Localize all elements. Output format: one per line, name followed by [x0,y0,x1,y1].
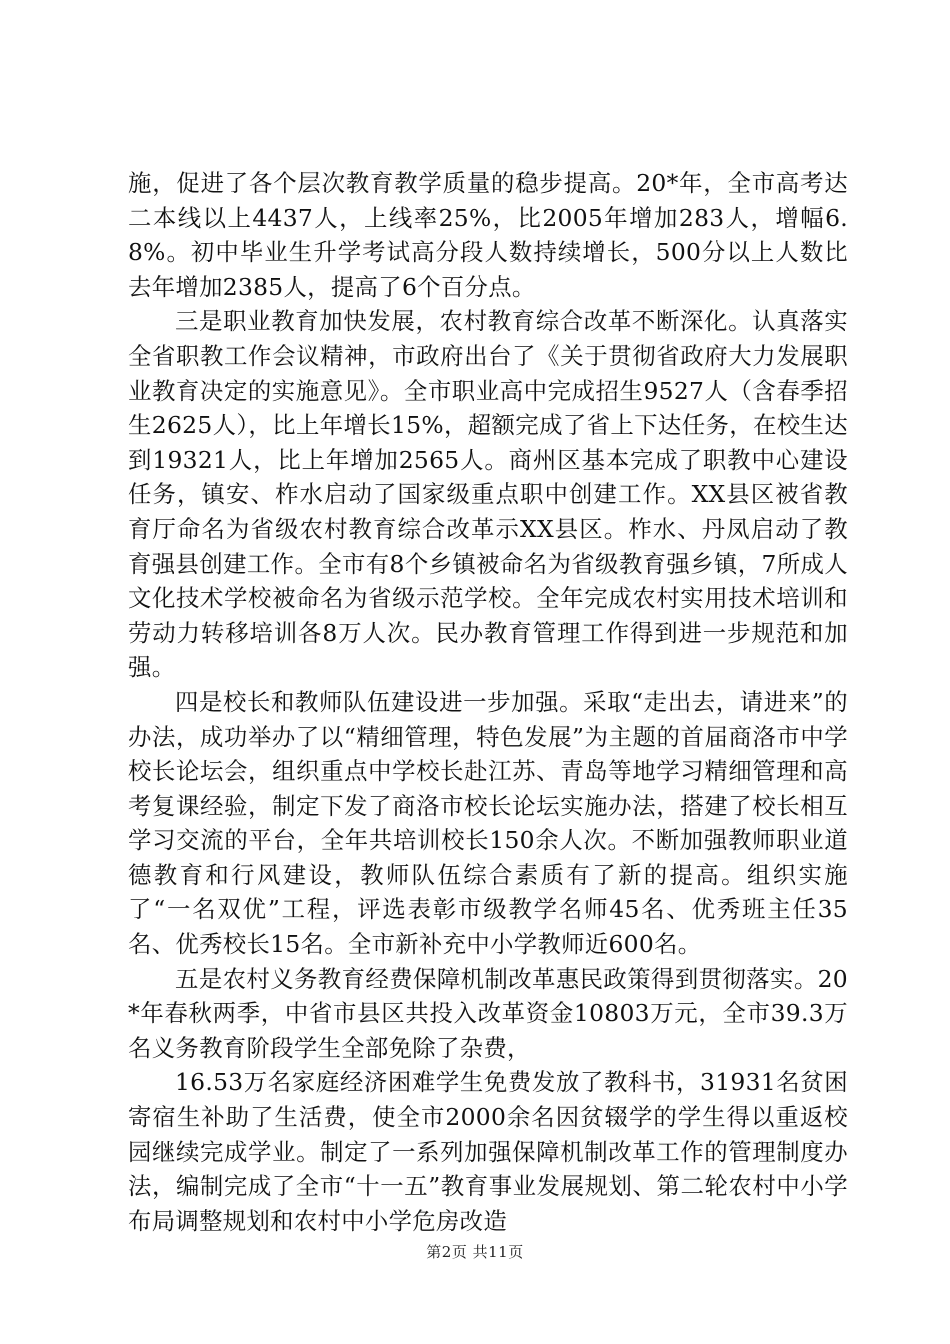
paragraph-funding-mechanism: 五是农村义务教育经费保障机制改革惠民政策得到贯彻落实。20*年春秋两季，中省市县区共投入改革资金10803万元，全市39.3万名义务教育阶段学生全部免除了杂费， [128,964,848,1062]
paragraph-textbooks-subsidies: 16.53万名家庭经济困难学生免费发放了教科书，31931名贫困寄宿生补助了生活费，使全市2000余名因贫辍学的学生得以重返校园继续完成学业。制定了一系列加强保障机制改革工作的管理制度办法，编制完成了全市“十一五”教育事业发展规划、第二轮农村中小学布局调整规划和农村中小学危房改造 [128,1068,848,1235]
paragraph-scores: 施，促进了各个层次教育教学质量的稳步提高。20*年，全市高考达二本线以上4437人，上线率25%，比2005年增加283人，增幅6.8%。初中毕业生升学考试高分段人数持续增长，500分以上人数比去年增加2385人，提高了6个百分点。 [128,169,848,301]
page-number-footer: 第2页 共11页 [426,1243,524,1261]
paragraph-vocational-education: 三是职业教育加快发展，农村教育综合改革不断深化。认真落实全省职教工作会议精神，市政府出台了《关于贯彻省政府大力发展职业教育决定的实施意见》。全市职业高中完成招生9527人（含春季招生2625人），比上年增长15%，超额完成了省上下达任务，在校生达到19321人，比上年增加2565人。商州区基本完成了职教中心建设任务，镇安、柞水启动了国家级重点职中创建工作。XX县区被省教育厅命名为省级农村教育综合改革示XX县区。柞水、丹凤启动了教育强县创建工作。全市有8个乡镇被命名为省级教育强乡镇，7所成人文化技术学校被命名为省级示范学校。全年完成农村实用技术培训和劳动力转移培训各8万人次。民办教育管理工作得到进一步规范和加强。 [128,307,848,682]
document-body [128,166,848,1238]
paragraph-principals-teachers: 四是校长和教师队伍建设进一步加强。采取“走出去，请进来”的办法，成功举办了以“精细管理，特色发展”为主题的首届商洛市中学校长论坛会，组织重点中学校长赴江苏、青岛等地学习精细管理和高考复课经验，制定下发了商洛市校长论坛实施办法，搭建了校长相互学习交流的平台，全年共培训校长150余人次。不断加强教师职业道德教育和行风建设，教师队伍综合素质有了新的提高。组织实施了“一名双优”工程，评选表彰市级教学名师45名、优秀班主任35名、优秀校长15名。全市新补充中小学教师近600名。 [128,687,848,959]
